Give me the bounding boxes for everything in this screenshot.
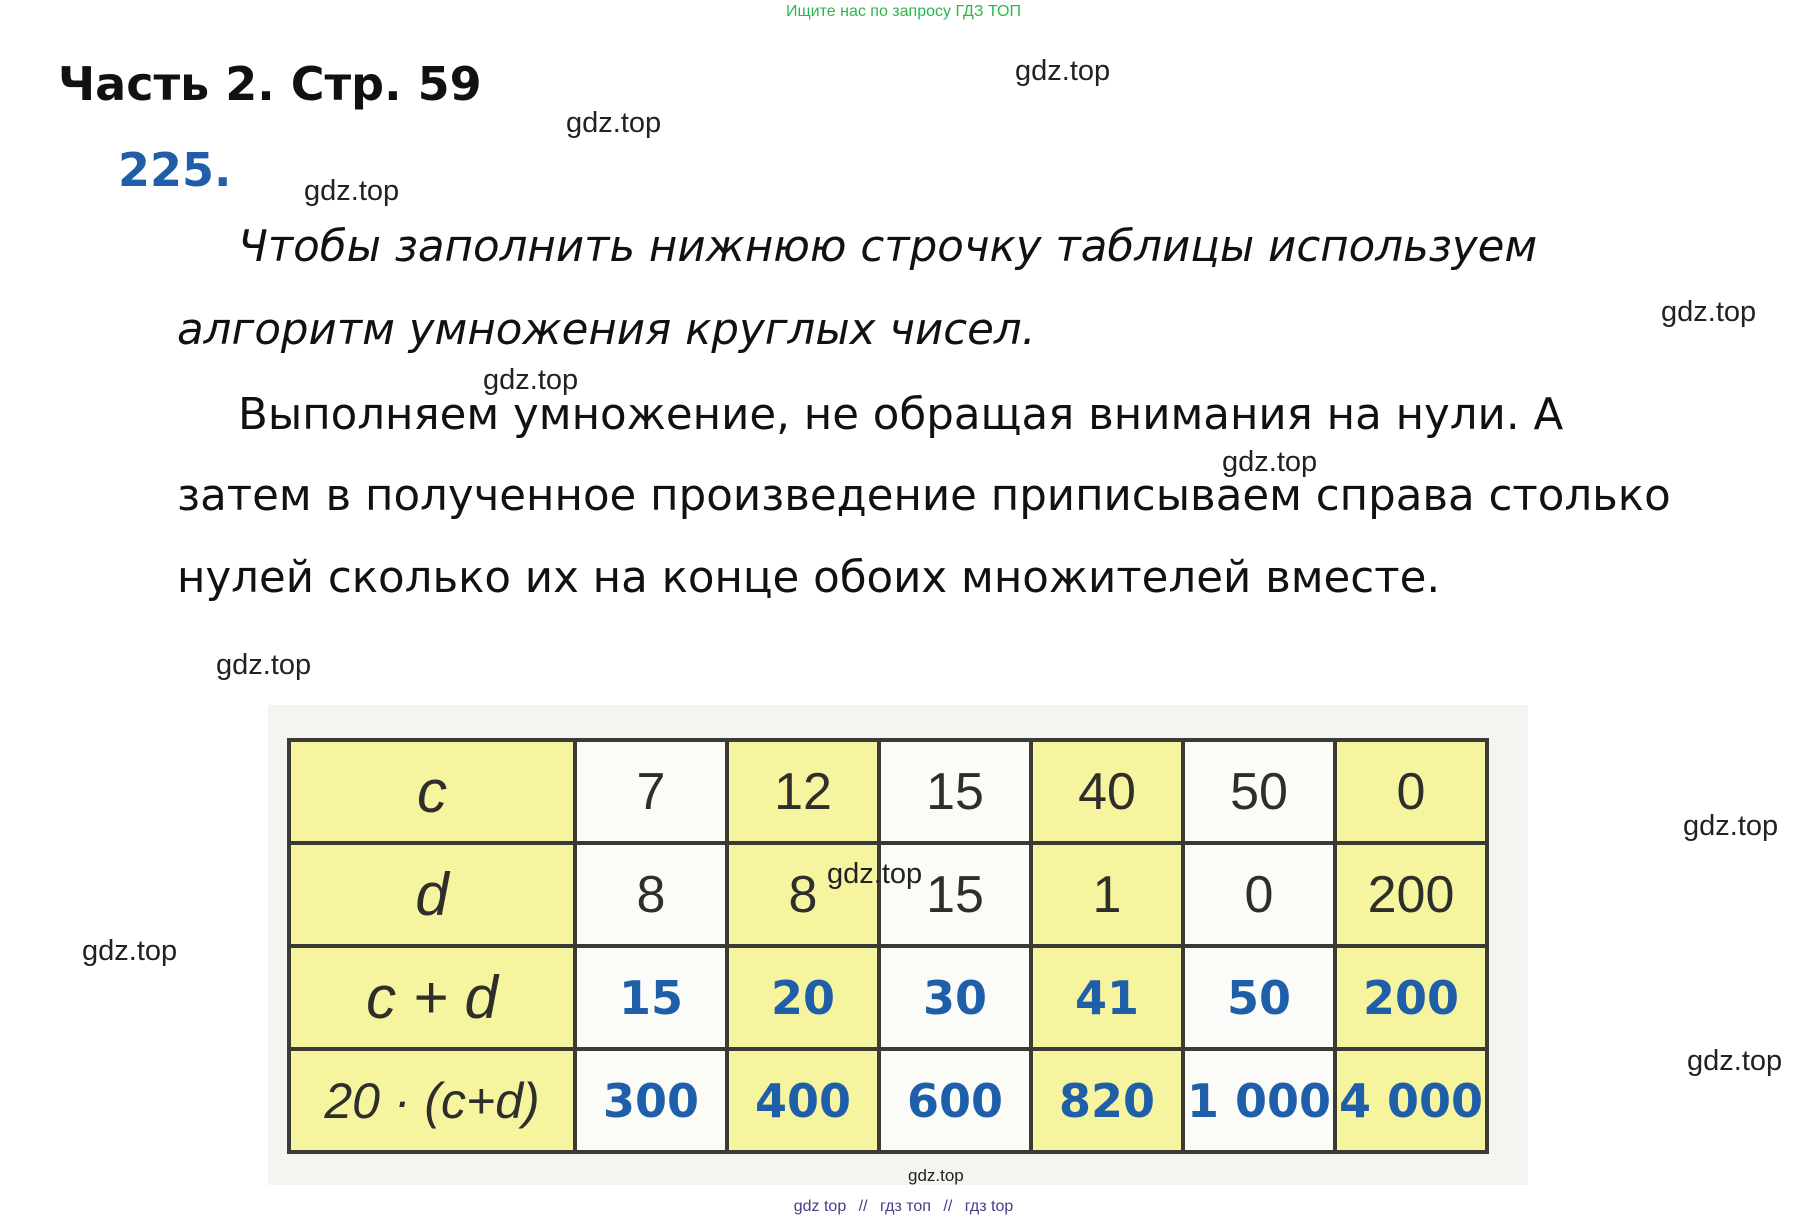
paragraph2-line1: Выполняем умножение, не обращая внимания на нули. А [238, 390, 1564, 440]
answer-cell: 41 [1031, 946, 1183, 1049]
table-cell: 15 [879, 740, 1031, 843]
answer-cell: 300 [575, 1049, 727, 1152]
table-cell: 50 [1183, 740, 1335, 843]
values-table [287, 738, 1489, 1154]
answer-cell: 20 [727, 946, 879, 1049]
row-label-d: d [289, 843, 575, 946]
table-row [289, 946, 1487, 1049]
row-label-product: 20 · (c+d) [289, 1049, 575, 1152]
answer-cell: 15 [575, 946, 727, 1049]
task-number: 225. [118, 143, 232, 197]
table-cell: 200 [1335, 843, 1487, 946]
watermark: gdz.top [1015, 55, 1111, 87]
watermark: gdz.top [82, 935, 178, 967]
table-cell: 40 [1031, 740, 1183, 843]
answer-cell: 30 [879, 946, 1031, 1049]
table-row [289, 740, 1487, 843]
row-label-c-plus-d: c + d [289, 946, 575, 1049]
footer-separator: // [858, 1198, 868, 1215]
answer-cell: 200 [1335, 946, 1487, 1049]
table-cell: 8 [575, 843, 727, 946]
answer-cell: 600 [879, 1049, 1031, 1152]
answer-cell: 820 [1031, 1049, 1183, 1152]
footer-links [0, 1198, 1807, 1216]
table-cell: 12 [727, 740, 879, 843]
watermark: gdz.top [827, 858, 923, 890]
paragraph1-line1: Чтобы заполнить нижнюю строчку таблицы используем [238, 222, 1538, 272]
table-cell: 1 [1031, 843, 1183, 946]
footer-separator: // [943, 1198, 953, 1215]
watermark: gdz.top [1222, 446, 1318, 478]
paragraph1-line2: алгоритм умножения круглых чисел. [177, 305, 1036, 355]
watermark: gdz.top [483, 364, 579, 396]
footer-link[interactable]: гдз top [964, 1198, 1014, 1215]
watermark: gdz.top [908, 1166, 964, 1185]
table-cell: 0 [1183, 843, 1335, 946]
table-cell: 8 [727, 843, 879, 946]
paragraph2-line3: нулей сколько их на конце обоих множителей вместе. [177, 553, 1441, 603]
watermark: gdz.top [304, 175, 400, 207]
watermark: gdz.top [1683, 810, 1779, 842]
table-cell: 7 [575, 740, 727, 843]
answer-cell: 50 [1183, 946, 1335, 1049]
page-title: Часть 2. Стр. 59 [58, 57, 482, 111]
footer-link[interactable]: gdz top [793, 1198, 847, 1215]
top-banner: Ищите нас по запросу ГДЗ ТОП [786, 3, 1021, 20]
watermark: gdz.top [566, 107, 662, 139]
watermark: gdz.top [1687, 1045, 1783, 1077]
answer-cell: 1 000 [1183, 1049, 1335, 1152]
table-cell: 0 [1335, 740, 1487, 843]
answer-cell: 4 000 [1335, 1049, 1487, 1152]
watermark: gdz.top [1661, 296, 1757, 328]
answer-cell: 400 [727, 1049, 879, 1152]
watermark: gdz.top [216, 649, 312, 681]
table-row [289, 1049, 1487, 1152]
paragraph2-line2: затем в полученное произведение приписываем справа столько [177, 471, 1671, 521]
row-label-c: c [289, 740, 575, 843]
table-cell: 15 [879, 843, 1031, 946]
footer-link[interactable]: гдз топ [880, 1198, 931, 1215]
